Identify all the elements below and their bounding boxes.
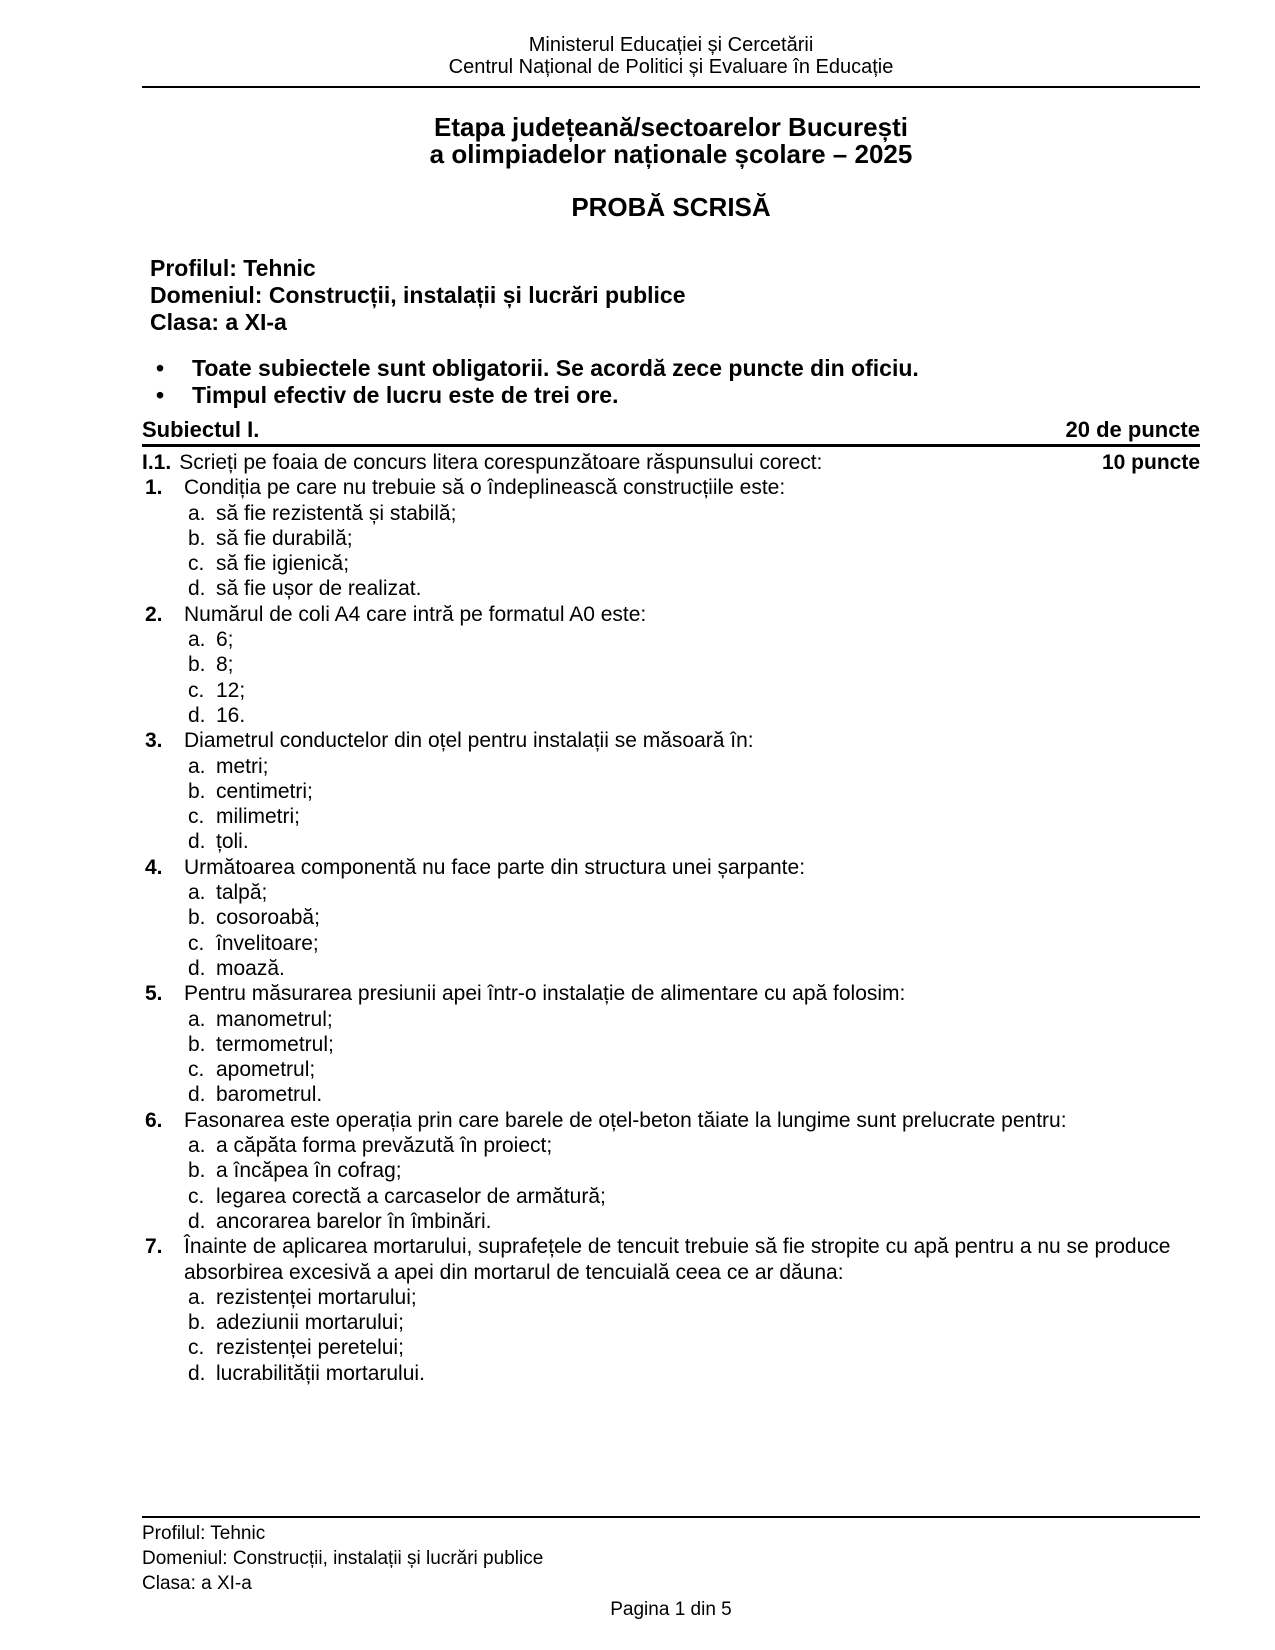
subject-points: 20 de puncte (1065, 417, 1200, 442)
question-number: 3. (145, 729, 163, 753)
option-letter: b. (188, 1032, 206, 1056)
question (142, 855, 1200, 981)
option-text: 16. (216, 703, 246, 727)
question-text: Numărul de coli A4 care intră pe formatul A0 este: (184, 602, 647, 626)
question-head (142, 1234, 1200, 1285)
option-letter: a. (188, 501, 206, 525)
answer-option (188, 1335, 1200, 1360)
exam-type-heading: PROBĂ SCRISĂ (571, 192, 771, 222)
answer-option (188, 652, 1200, 677)
option-letter: c. (188, 1336, 205, 1360)
option-text: 8; (216, 653, 234, 677)
option-text: barometrul. (216, 1083, 323, 1107)
option-text: rezistenței mortarului; (216, 1285, 417, 1309)
option-letter: b. (188, 653, 206, 677)
option-text: a încăpea în cofrag; (216, 1159, 402, 1183)
question-head (142, 475, 1200, 500)
question-number: 6. (145, 1108, 163, 1132)
answer-option (188, 905, 1200, 930)
option-letter: a. (188, 1285, 206, 1309)
answer-option (188, 1133, 1200, 1158)
option-letter: b. (188, 1159, 206, 1183)
option-text: metri; (216, 754, 269, 778)
option-text: să fie ușor de realizat. (216, 577, 422, 601)
footer-domain: Domeniul: Construcții, instalații și lucrări publice (142, 1548, 544, 1569)
option-letter: c. (188, 1058, 205, 1082)
question (142, 981, 1200, 1107)
answer-option (188, 627, 1200, 652)
question-head (142, 602, 1200, 627)
option-text: rezistenței peretelui; (216, 1336, 404, 1360)
option-letter: d. (188, 830, 206, 854)
option-text: adeziunii mortarului; (216, 1311, 404, 1335)
answer-option (188, 804, 1200, 829)
info-profile: Profilul: Tehnic (150, 255, 316, 281)
instruction-item (152, 382, 1200, 409)
header-ministry-line: Ministerul Educației și Cercetării (528, 34, 814, 56)
option-letter: b. (188, 779, 206, 803)
question (142, 728, 1200, 854)
question-number: 2. (145, 602, 163, 626)
question (142, 1108, 1200, 1234)
option-text: a căpăta forma prevăzută în proiect; (216, 1134, 553, 1158)
subject-label: Subiectul I. (142, 417, 260, 442)
option-letter: a. (188, 1007, 206, 1031)
answer-option (188, 1285, 1200, 1310)
answer-option (188, 1209, 1200, 1234)
answer-option (188, 931, 1200, 956)
answer-option (188, 703, 1200, 728)
answer-option (188, 1310, 1200, 1335)
option-text: milimetri; (216, 805, 300, 829)
answer-option (188, 1007, 1200, 1032)
question-head (142, 1108, 1200, 1133)
answer-option (188, 880, 1200, 905)
option-text: să fie igienică; (216, 552, 350, 576)
answer-option (188, 1057, 1200, 1082)
title-block (142, 114, 1200, 168)
option-text: centimetri; (216, 779, 313, 803)
question-text: Pentru măsurarea presiunii apei într-o instalație de alimentare cu apă folosim: (184, 982, 906, 1006)
option-letter: a. (188, 628, 206, 652)
question-number: 7. (145, 1235, 163, 1259)
option-text: termometrul; (216, 1032, 334, 1056)
answer-option (188, 829, 1200, 854)
answer-option (188, 956, 1200, 981)
option-letter: a. (188, 754, 206, 778)
answer-option (188, 1158, 1200, 1183)
question-text: Diametrul conductelor din oțel pentru instalații se măsoară în: (184, 729, 754, 753)
answer-option (188, 678, 1200, 703)
option-text: manometrul; (216, 1007, 333, 1031)
bullet-icon: • (156, 382, 165, 408)
question-text: Înainte de aplicarea mortarului, suprafețele de tencuit trebuie să fie stropite cu apă pentru a nu se produce absorbirea excesivă a apei din mortarul de tencuială ceea ce ar dăuna: (184, 1235, 1171, 1284)
question-head (142, 728, 1200, 753)
answer-option (188, 501, 1200, 526)
question-head (142, 981, 1200, 1006)
instruction-item (152, 355, 1200, 382)
option-text: lucrabilității mortarului. (216, 1361, 425, 1385)
option-letter: b. (188, 1311, 206, 1335)
instructions-list (152, 355, 1200, 409)
task-row (142, 450, 1200, 475)
option-letter: b. (188, 906, 206, 930)
option-letter: d. (188, 1083, 206, 1107)
footer-profile: Profilul: Tehnic (142, 1523, 266, 1544)
option-letter: d. (188, 703, 206, 727)
document-footer (142, 1516, 1200, 1622)
answer-option (188, 754, 1200, 779)
question (142, 475, 1200, 601)
option-letter: d. (188, 1361, 206, 1385)
document-header (142, 0, 1200, 88)
option-text: talpă; (216, 881, 268, 905)
title-line-1: Etapa județeană/sectoarelor București (434, 112, 908, 142)
subject-heading-row (142, 418, 1200, 447)
question-number: 4. (145, 855, 163, 879)
question-number: 5. (145, 982, 163, 1006)
question-text: Condiția pe care nu trebuie să o îndeplinească construcțiile este: (184, 476, 786, 500)
task-label: I.1. (142, 451, 172, 474)
option-letter: b. (188, 526, 206, 550)
task-text: Scrieți pe foaia de concurs litera corespunzătoare răspunsului corect: (179, 451, 823, 474)
option-text: ancorarea barelor în îmbinări. (216, 1209, 492, 1233)
question (142, 1234, 1200, 1386)
question-number: 1. (145, 476, 163, 500)
option-text: 12; (216, 678, 246, 702)
option-text: să fie rezistentă și stabilă; (216, 501, 457, 525)
bullet-icon: • (156, 355, 165, 381)
option-letter: c. (188, 678, 205, 702)
info-class: Clasa: a XI-a (150, 309, 287, 335)
option-text: cosoroabă; (216, 906, 320, 930)
option-text: să fie durabilă; (216, 526, 353, 550)
answer-option (188, 1361, 1200, 1386)
instruction-text: Timpul efectiv de lucru este de trei ore. (192, 382, 619, 408)
answer-option (188, 1032, 1200, 1057)
answer-option (188, 551, 1200, 576)
info-domain: Domeniul: Construcții, instalații și lucrări publice (150, 282, 686, 308)
answer-option (188, 1184, 1200, 1209)
option-letter: c. (188, 1184, 205, 1208)
option-letter: a. (188, 881, 206, 905)
option-letter: c. (188, 805, 205, 829)
questions-list (142, 475, 1200, 1386)
instruction-text: Toate subiectele sunt obligatorii. Se acordă zece puncte din oficiu. (192, 355, 919, 381)
option-text: țoli. (216, 830, 249, 854)
question-head (142, 855, 1200, 880)
option-letter: c. (188, 931, 205, 955)
option-letter: a. (188, 1134, 206, 1158)
header-center-line: Centrul Național de Politici și Evaluare în Educație (448, 56, 894, 78)
answer-option (188, 1082, 1200, 1107)
task-points: 10 puncte (1101, 451, 1200, 474)
info-block (150, 255, 1200, 336)
question (142, 602, 1200, 728)
option-letter: d. (188, 956, 206, 980)
answer-option (188, 526, 1200, 551)
answer-option (188, 576, 1200, 601)
question-text: Următoarea componentă nu face parte din structura unei șarpante: (184, 855, 806, 879)
option-letter: d. (188, 577, 206, 601)
footer-class: Clasa: a XI-a (142, 1573, 252, 1594)
title-line-2: a olimpiadelor naționale școlare – 2025 (429, 139, 913, 169)
page-number: Pagina 1 din 5 (610, 1599, 732, 1620)
option-text: moază. (216, 956, 285, 980)
option-text: apometrul; (216, 1058, 316, 1082)
option-letter: c. (188, 552, 205, 576)
option-text: învelitoare; (216, 931, 319, 955)
option-letter: d. (188, 1209, 206, 1233)
option-text: 6; (216, 628, 234, 652)
option-text: legarea corectă a carcaselor de armătură; (216, 1184, 606, 1208)
question-text: Fasonarea este operația prin care barele de oțel-beton tăiate la lungime sunt prelucrate pentru: (184, 1108, 1067, 1132)
answer-option (188, 779, 1200, 804)
